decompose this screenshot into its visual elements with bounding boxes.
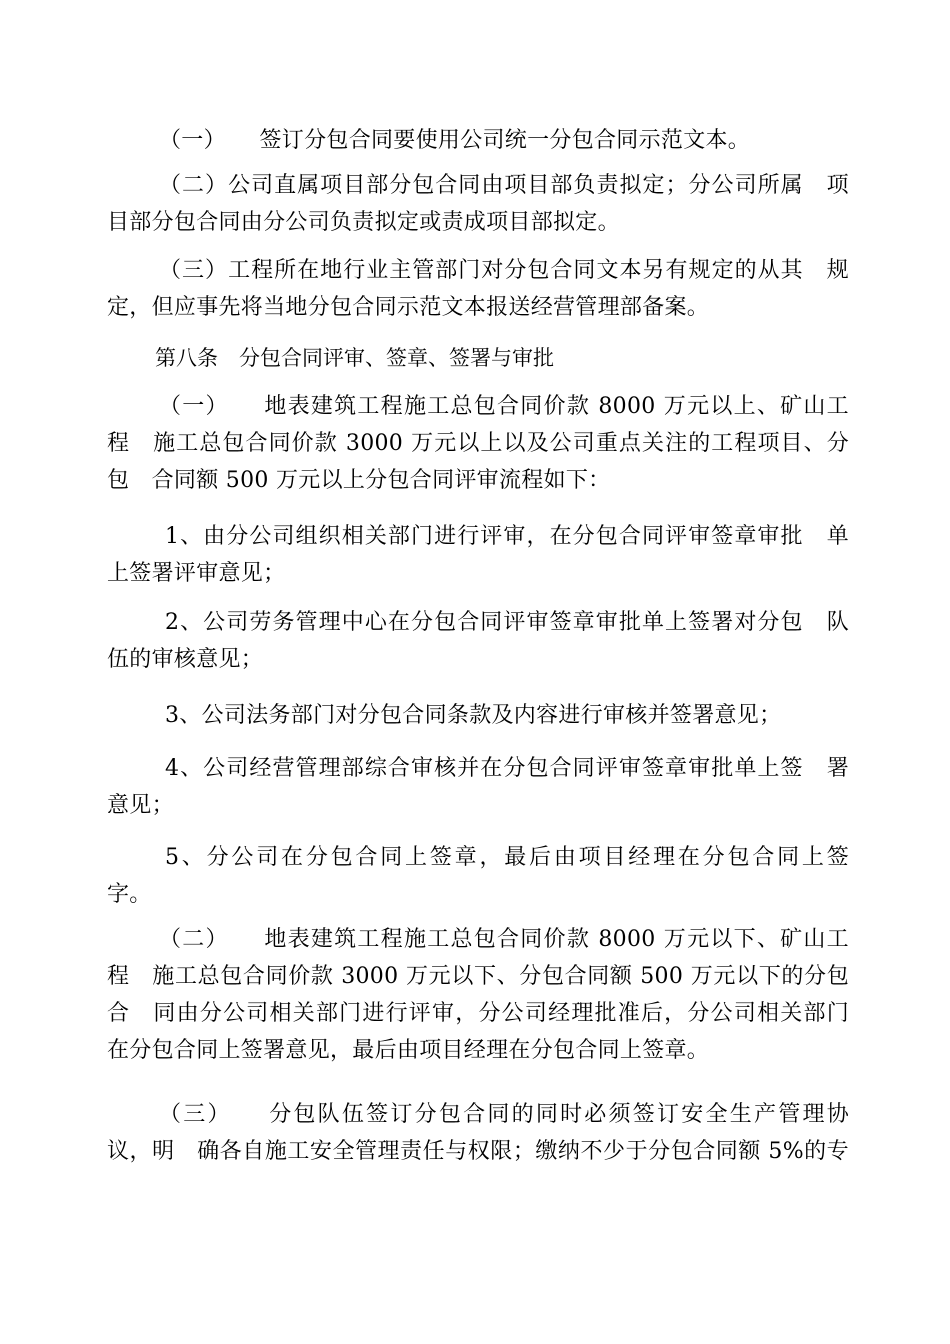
paragraph-line: 3、公司法务部门对分包合同条款及内容进行审核并签署意见； (165, 703, 782, 728)
paragraph-line: 程 施工总包合同价款 3000 万元以下、分包合同额 500 万元以下的分包 (107, 964, 849, 989)
paragraph-line: 目部分包合同由分公司负责拟定或责成项目部拟定。 (107, 210, 620, 235)
paragraph-line: 意见； (107, 793, 174, 818)
paragraph-line: （三）工程所在地行业主管部门对分包合同文本另有规定的从其 规 (159, 258, 849, 283)
paragraph-line: （二）公司直属项目部分包合同由项目部负责拟定；分公司所属 项 (159, 173, 849, 198)
paragraph-line: （一） 地表建筑工程施工总包合同价款 8000 万元以上、矿山工 (159, 394, 849, 419)
paragraph-line: 在分包合同上签署意见，最后由项目经理在分包合同上签章。 (107, 1038, 710, 1063)
paragraph-line: 字。 (107, 882, 152, 907)
paragraph-line: （三） 分包队伍签订分包合同的同时必须签订安全生产管理协 (159, 1102, 849, 1127)
list-item-5 (107, 839, 849, 913)
paragraph-line: 5、分公司在分包合同上签章，最后由项目经理在分包合同上签 (165, 845, 849, 870)
paragraph-1 (107, 122, 849, 159)
paragraph-line: 伍的审核意见； (107, 647, 264, 672)
paragraph-line: （一） 签订分包合同要使用公司统一分包合同示范文本。 (159, 128, 751, 153)
paragraph-6 (107, 1096, 849, 1170)
paragraph-line: 定，但应事先将当地分包合同示范文本报送经营管理部备案。 (107, 295, 710, 320)
paragraph-line: 4、公司经营管理部综合审核并在分包合同评审签章审批单上签 署 (165, 756, 849, 781)
paragraph-line: 议，明 确各自施工安全管理责任与权限；缴纳不少于分包合同额 5%的专 (107, 1139, 849, 1164)
paragraph-line: 2、公司劳务管理中心在分包合同评审签章审批单上签署对分包 队 (165, 610, 849, 635)
paragraph-line: 包 合同额 500 万元以上分包合同评审流程如下： (107, 468, 611, 493)
paragraph-2 (107, 167, 849, 241)
paragraph-line: 上签署评审意见； (107, 561, 286, 586)
list-item-3 (107, 697, 849, 734)
list-item-4 (107, 750, 849, 824)
list-item-2 (107, 604, 849, 678)
paragraph-3 (107, 252, 849, 326)
paragraph-line: 程 施工总包合同价款 3000 万元以上以及公司重点关注的工程项目、分 (107, 431, 849, 456)
article-8-heading: 第八条 分包合同评审、签章、签署与审批 (155, 346, 554, 370)
paragraph-line: 合 同由分公司相关部门进行评审，分公司经理批准后，分公司相关部门 (107, 1001, 849, 1026)
list-item-1 (107, 518, 849, 592)
paragraph-line: （二） 地表建筑工程施工总包合同价款 8000 万元以下、矿山工 (159, 927, 849, 952)
paragraph-line: 1、由分公司组织相关部门进行评审，在分包合同评审签章审批 单 (165, 524, 849, 549)
paragraph-4 (107, 388, 849, 499)
paragraph-5 (107, 921, 849, 1069)
